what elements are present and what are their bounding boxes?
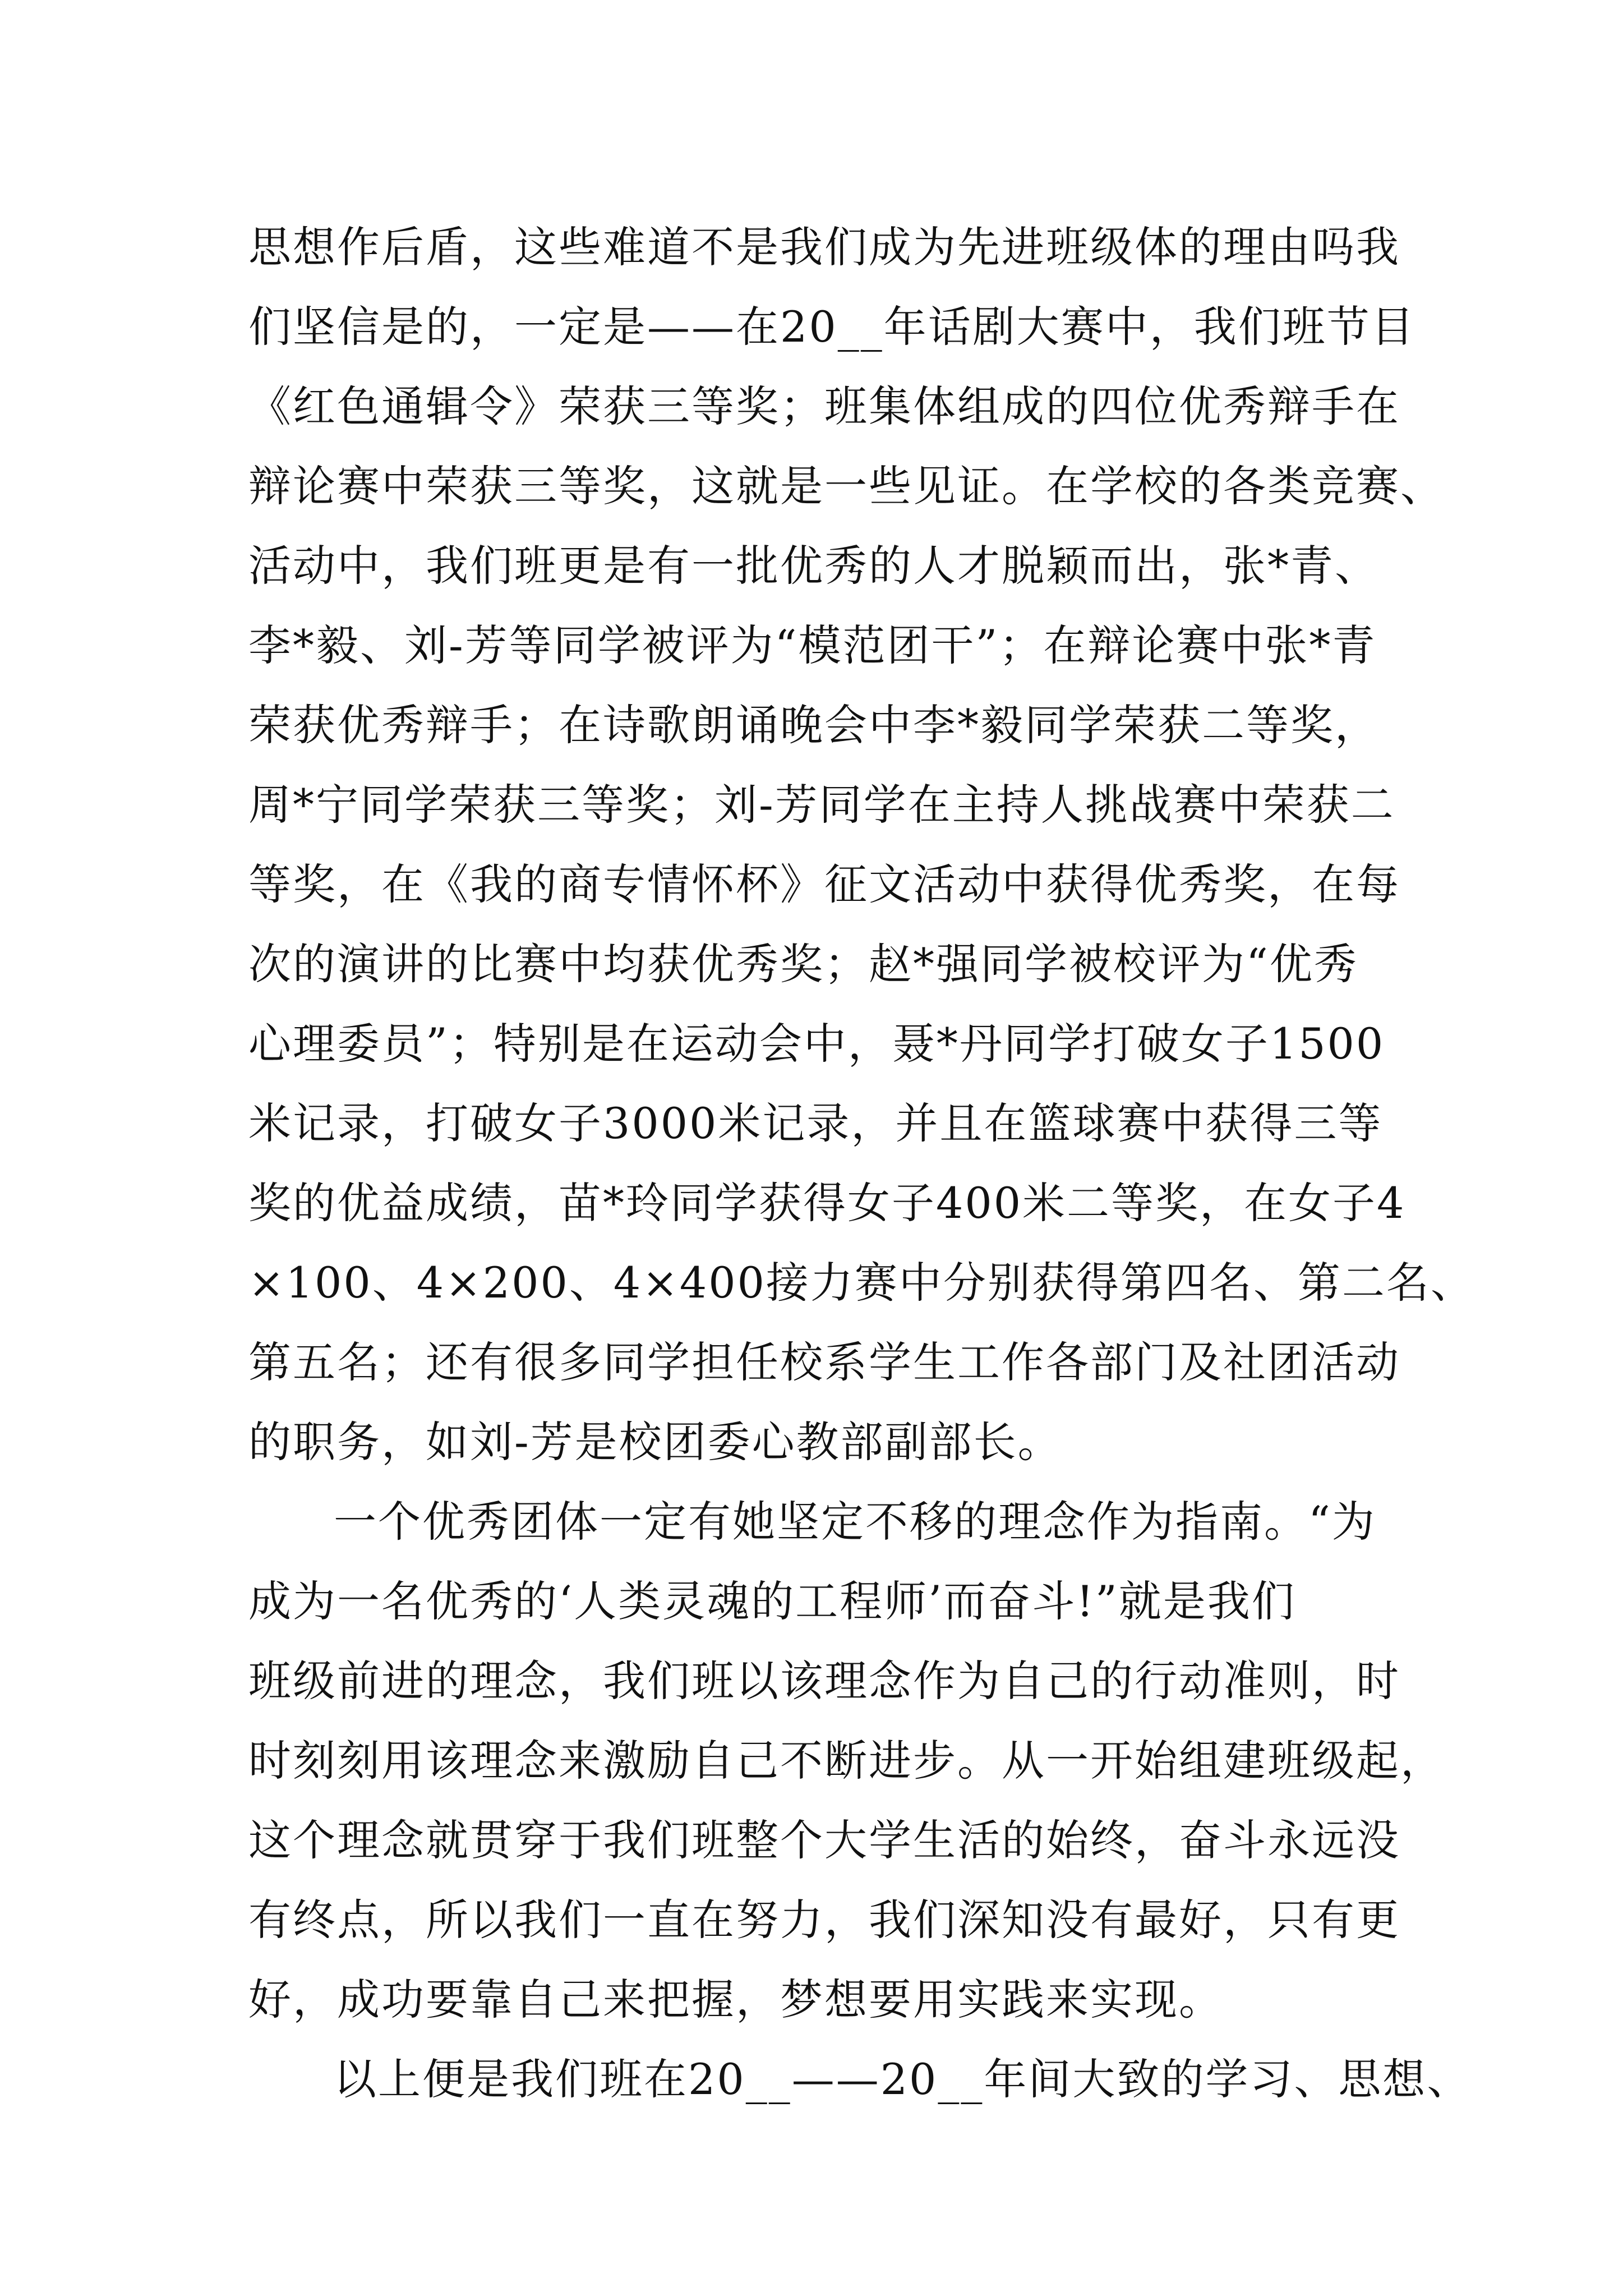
- document-body: [248, 208, 1475, 2119]
- text-line: 班级前进的理念，我们班以该理念作为自己的行动准则，时: [248, 1656, 1400, 1706]
- text-line: 辩论赛中荣获三等奖，这就是一些见证。在学校的各类竞赛、: [248, 461, 1445, 511]
- text-line: 这个理念就贯穿于我们班整个大学生活的始终，奋斗永远没: [248, 1815, 1400, 1865]
- text-line: 米记录，打破女子3000米记录，并且在篮球赛中获得三等: [248, 1098, 1383, 1148]
- text-line: 李*毅、刘-芳等同学被评为“模范团干”；在辩论赛中张*青: [248, 620, 1377, 670]
- text-line: 周*宁同学荣获三等奖；刘-芳同学在主持人挑战赛中荣获二: [248, 780, 1395, 830]
- text-line: 等奖，在《我的商专情怀杯》征文活动中获得优秀奖，在每: [248, 859, 1400, 909]
- paragraph-3: [248, 2040, 1472, 2119]
- text-line-indented: 以上便是我们班在20__——20__年间大致的学习、思想、: [334, 2054, 1472, 2104]
- text-line: ×100、4×200、4×400接力赛中分别获得第四名、第二名、: [248, 1258, 1475, 1308]
- text-line: 好，成功要靠自己来把握，梦想要用实践来实现。: [248, 1975, 1223, 2024]
- text-line: 《红色通辑令》荣获三等奖；班集体组成的四位优秀辩手在: [248, 381, 1400, 431]
- paragraph-2: [248, 1482, 1445, 2040]
- text-line: 心理委员”；特别是在运动会中，聂*丹同学打破女子1500: [248, 1019, 1385, 1069]
- text-line: 第五名；还有很多同学担任校系学生工作各部门及社团活动: [248, 1337, 1400, 1387]
- text-line: 成为一名优秀的‘人类灵魂的工程师’而奋斗!”就是我们: [248, 1576, 1296, 1626]
- text-line: 奖的优益成绩，苗*玲同学获得女子400米二等奖，在女子4: [248, 1178, 1406, 1228]
- text-line: 思想作后盾，这些难道不是我们成为先进班级体的理由吗我: [248, 222, 1400, 272]
- text-line-indented: 一个优秀团体一定有她坚定不移的理念作为指南。“为: [334, 1497, 1376, 1547]
- text-line: 们坚信是的，一定是——在20__年话剧大赛中，我们班节目: [248, 302, 1415, 352]
- text-line: 时刻刻用该理念来激励自己不断进步。从一开始组建班级起，: [248, 1736, 1445, 1786]
- text-line: 有终点，所以我们一直在努力，我们深知没有最好，只有更: [248, 1895, 1400, 1945]
- text-line: 活动中，我们班更是有一批优秀的人才脱颖而出，张*青、: [248, 541, 1379, 591]
- paragraph-1: [248, 208, 1475, 1482]
- text-line: 的职务，如刘-芳是校团委心教部副部长。: [248, 1417, 1062, 1467]
- text-line: 荣获优秀辩手；在诗歌朗诵晚会中李*毅同学荣获二等奖，: [248, 700, 1379, 750]
- text-line: 次的演讲的比赛中均获优秀奖；赵*强同学被校评为“优秀: [248, 939, 1358, 989]
